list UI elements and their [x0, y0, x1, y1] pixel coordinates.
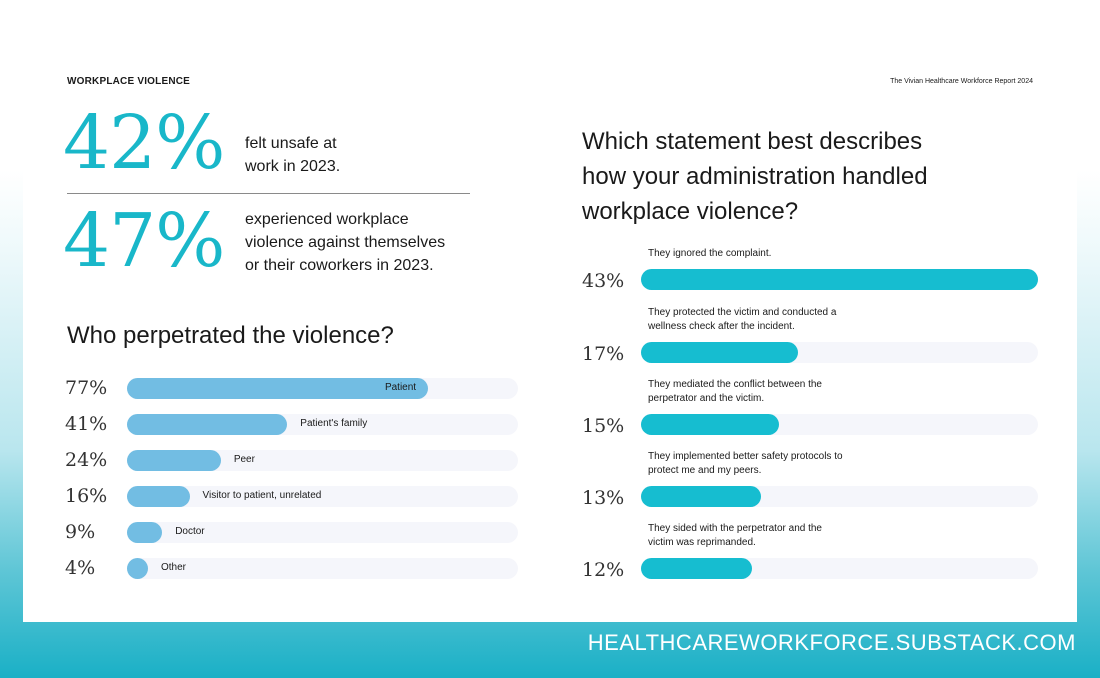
perpetrator-bar [127, 486, 190, 507]
statement-bar [641, 269, 1038, 290]
perpetrator-value-label: 16% [65, 485, 108, 507]
statement-value-label: 17% [582, 343, 625, 365]
stat-violence-line-1: experienced workplace [245, 211, 409, 228]
statement-bar [641, 342, 798, 363]
stat-unsafe-text [245, 132, 340, 178]
perpetrator-bar-track [127, 522, 518, 543]
statement-bar [641, 486, 761, 507]
perpetrator-value-label: 24% [65, 449, 108, 471]
stat-violence-line-2: violence against themselves [245, 234, 446, 251]
footer-url[interactable]: HEALTHCAREWORKFORCE.SUBSTACK.COM [587, 630, 1076, 655]
stat-violence-text [245, 208, 445, 277]
statement-label-line: perpetrator and the victim. [648, 393, 765, 404]
statement-label-line: They ignored the complaint. [648, 248, 772, 259]
stat-unsafe-line-1: felt unsafe at [245, 135, 337, 152]
divider [67, 193, 470, 194]
report-card [23, 0, 1077, 622]
perpetrator-value-label: 9% [65, 521, 96, 543]
perpetrator-bar [127, 558, 148, 579]
statement-bar [641, 558, 752, 579]
statement-label [648, 378, 878, 406]
perpetrator-value-label: 41% [65, 413, 108, 435]
statement-label [648, 247, 878, 261]
perpetrator-bar-track [127, 414, 518, 435]
statement-bar-track [641, 558, 1038, 579]
perpetrator-category-label: Peer [233, 454, 255, 465]
perpetrator-bar-track [127, 558, 518, 579]
perpetrator-category-label: Visitor to patient, unrelated [202, 490, 322, 501]
perpetrator-value-label: 77% [65, 377, 108, 399]
statement-bar-track [641, 486, 1038, 507]
statement-label-line: wellness check after the incident. [648, 321, 795, 332]
administration-chart-title [582, 124, 1002, 229]
perpetrator-bar [127, 378, 428, 399]
statement-label [648, 306, 878, 334]
statement-bar [641, 414, 779, 435]
perpetrator-category-label: Patient [384, 382, 417, 393]
perpetrator-bar [127, 414, 287, 435]
statement-label-line: They sided with the perpetrator and the [648, 523, 822, 534]
perpetrator-category-label: Other [161, 562, 187, 573]
perpetrator-category-label: Doctor [175, 526, 205, 537]
statement-value-label: 13% [582, 487, 625, 509]
statement-bar-track [641, 342, 1038, 363]
statement-label [648, 450, 878, 478]
administration-title-line-1: Which statement best describes [582, 128, 923, 155]
statement-value-label: 12% [582, 559, 625, 581]
statement-bar-track [641, 414, 1038, 435]
perpetrator-bar-track [127, 450, 518, 471]
statement-value-label: 43% [582, 270, 625, 292]
section-label: WORKPLACE VIOLENCE [67, 76, 191, 87]
statement-value-label: 15% [582, 415, 625, 437]
report-title: The Vivian Healthcare Workforce Report 2024 [890, 78, 1033, 85]
statement-label-line: They protected the victim and conducted a [648, 307, 837, 318]
statement-label [648, 522, 878, 550]
perpetrator-bar [127, 450, 221, 471]
perpetrator-category-label: Patient's family [300, 418, 368, 429]
perpetrator-bar [127, 522, 162, 543]
statement-label-line: protect me and my peers. [648, 465, 762, 476]
stat-violence-line-3: or their coworkers in 2023. [245, 257, 434, 274]
administration-title-line-2: how your administration handled [582, 163, 928, 190]
stat-unsafe-value: 42% [63, 100, 225, 186]
administration-title-line-3: workplace violence? [582, 198, 799, 225]
statement-label-line: They mediated the conflict between the [648, 379, 822, 390]
perpetrator-value-label: 4% [65, 557, 96, 579]
stat-violence-value: 47% [63, 198, 225, 284]
perpetrator-chart-title: Who perpetrated the violence? [67, 322, 394, 349]
statement-label-line: victim was reprimanded. [648, 537, 756, 548]
perpetrator-bar-track [127, 378, 518, 399]
statement-label-line: They implemented better safety protocols to [648, 451, 843, 462]
statement-bar-track [641, 269, 1038, 290]
stat-unsafe-line-2: work in 2023. [245, 158, 341, 175]
perpetrator-bar-track [127, 486, 518, 507]
